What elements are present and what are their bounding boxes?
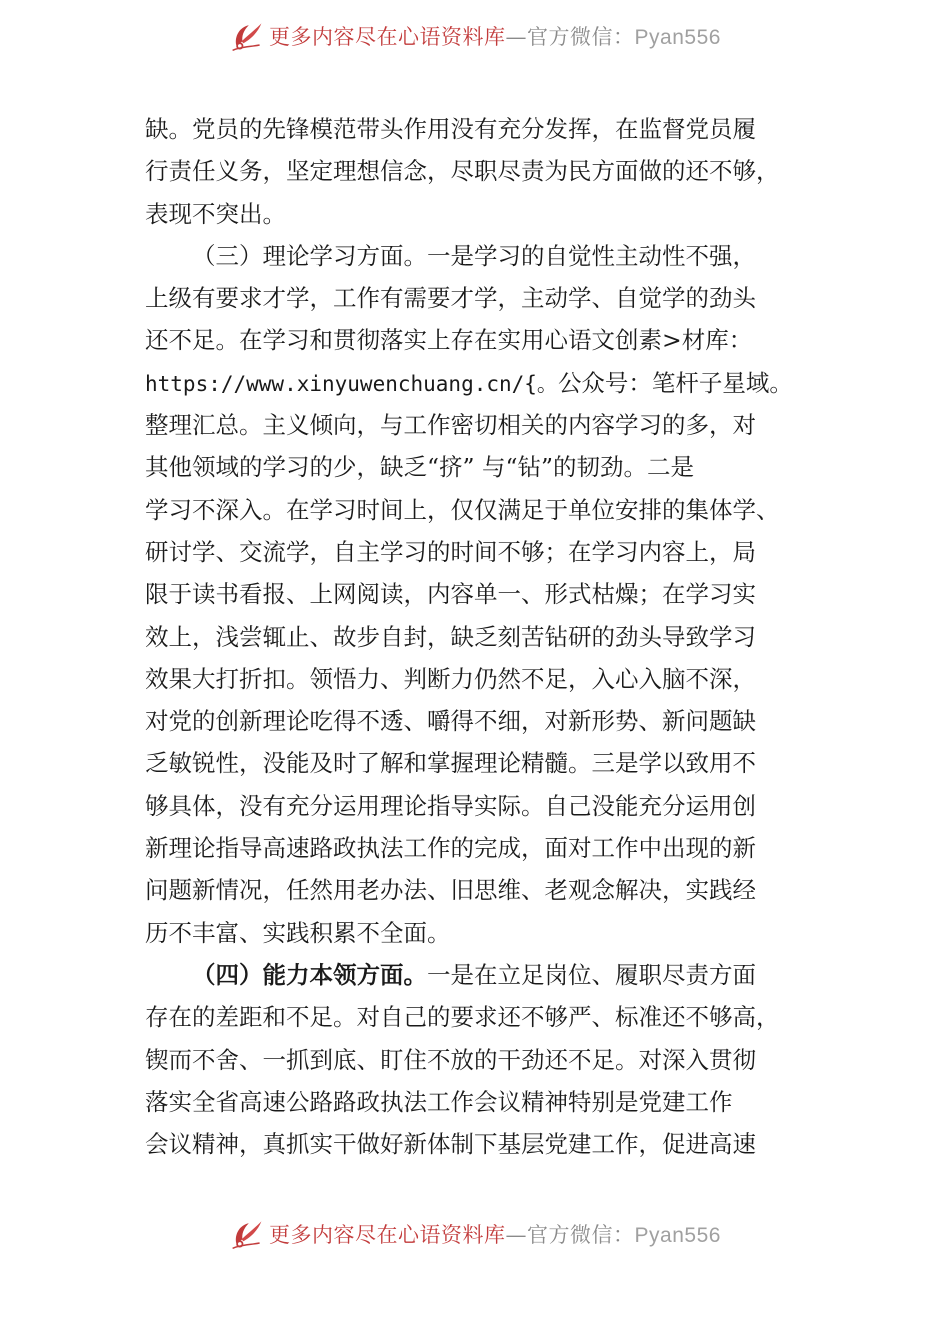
- text-line: 表现不突出。: [145, 199, 286, 228]
- watermark-brand: 更多内容尽在心语资料库: [269, 25, 506, 49]
- text-line: 乏敏锐性，没能及时了解和掌握理论精髓。三是学以致用不: [145, 749, 756, 778]
- text-line: 缺。党员的先锋模范带头作用没有充分发挥，在监督党员履: [145, 115, 756, 143]
- section-line-ability: [145, 954, 825, 996]
- text-line: 整理汇总。主义倾向，与工作密切相关的内容学习的多，对: [145, 411, 756, 440]
- text-run: 一是在立足岗位、履职尽责方面: [427, 960, 756, 989]
- watermark-label: 官方微信：: [527, 25, 635, 49]
- watermark-brand: 更多内容尽在心语资料库: [269, 1223, 506, 1247]
- text-line: 锲而不舍、一抓到底、盯住不放的干劲还不足。对深入贯彻: [145, 1045, 756, 1074]
- public-account-text: 公众号：笔杆子星域。: [557, 368, 793, 397]
- text-line: 落实全省高速公路路政执法工作会议精神特别是党建工作: [145, 1087, 733, 1116]
- watermark-wechat-id: Pyan556: [634, 26, 721, 49]
- section-heading-theory-study: （三）理论学习方面。一是学习的自觉性主动性不强，: [192, 241, 756, 270]
- watermark-dash: —: [505, 1223, 528, 1247]
- document-body: [145, 108, 825, 1165]
- text-line: 学习不深入。在学习时间上，仅仅满足于单位安排的集体学、: [145, 495, 780, 524]
- text-line: 新理论指导高速路政执法工作的完成，面对工作中出现的新: [145, 834, 756, 863]
- text-line: 会议精神，真抓实干做好新体制下基层党建工作，促进高速: [145, 1130, 756, 1159]
- text-line: 存在的差距和不足。对自己的要求还不够严、标准还不够高，: [145, 1003, 780, 1032]
- text-line: 上级有要求才学，工作有需要才学，主动学、自觉学的劲头: [145, 284, 756, 313]
- url-text: https://www.xinyuwenchuang.cn/{。: [145, 371, 558, 396]
- section-heading-ability: （四）能力本领方面。: [192, 960, 427, 989]
- text-line-url: [145, 362, 825, 404]
- text-line: 效上，浅尝辄止、故步自封，缺乏刻苦钻研的劲头导致学习: [145, 622, 756, 651]
- quill-pen-logo-icon: [229, 18, 265, 54]
- text-line: 问题新情况，任然用老办法、旧思维、老观念解决，实践经: [145, 876, 756, 905]
- text-line: 行责任义务，坚定理想信念，尽职尽责为民方面做的还不够，: [145, 157, 780, 186]
- text-line: 还不足。在学习和贯彻落实上存在实用心语文创素>材库：: [145, 326, 753, 355]
- text-line: 够具体，没有充分运用理论指导实际。自己没能充分运用创: [145, 791, 756, 820]
- text-line: 限于读书看报、上网阅读，内容单一、形式枯燥；在学习实: [145, 580, 756, 609]
- header-watermark: [0, 14, 950, 58]
- watermark-text: [269, 1219, 721, 1249]
- text-line: 效果大打折扣。领悟力、判断力仍然不足，入心入脑不深，: [145, 664, 756, 693]
- watermark-dash: —: [505, 25, 528, 49]
- watermark-label: 官方微信：: [527, 1223, 635, 1247]
- text-line: 其他领域的学习的少，缺乏“挤” 与“钻”的韧劲。二是: [145, 453, 695, 482]
- quill-pen-logo-icon: [229, 1216, 265, 1252]
- footer-watermark: [0, 1212, 950, 1256]
- text-line: 对党的创新理论吃得不透、嚼得不细，对新形势、新问题缺: [145, 707, 756, 736]
- text-line: 历不丰富、实践积累不全面。: [145, 918, 451, 947]
- watermark-wechat-id: Pyan556: [634, 1224, 721, 1247]
- text-line: 研讨学、交流学，自主学习的时间不够；在学习内容上，局: [145, 537, 756, 566]
- watermark-text: [269, 21, 721, 51]
